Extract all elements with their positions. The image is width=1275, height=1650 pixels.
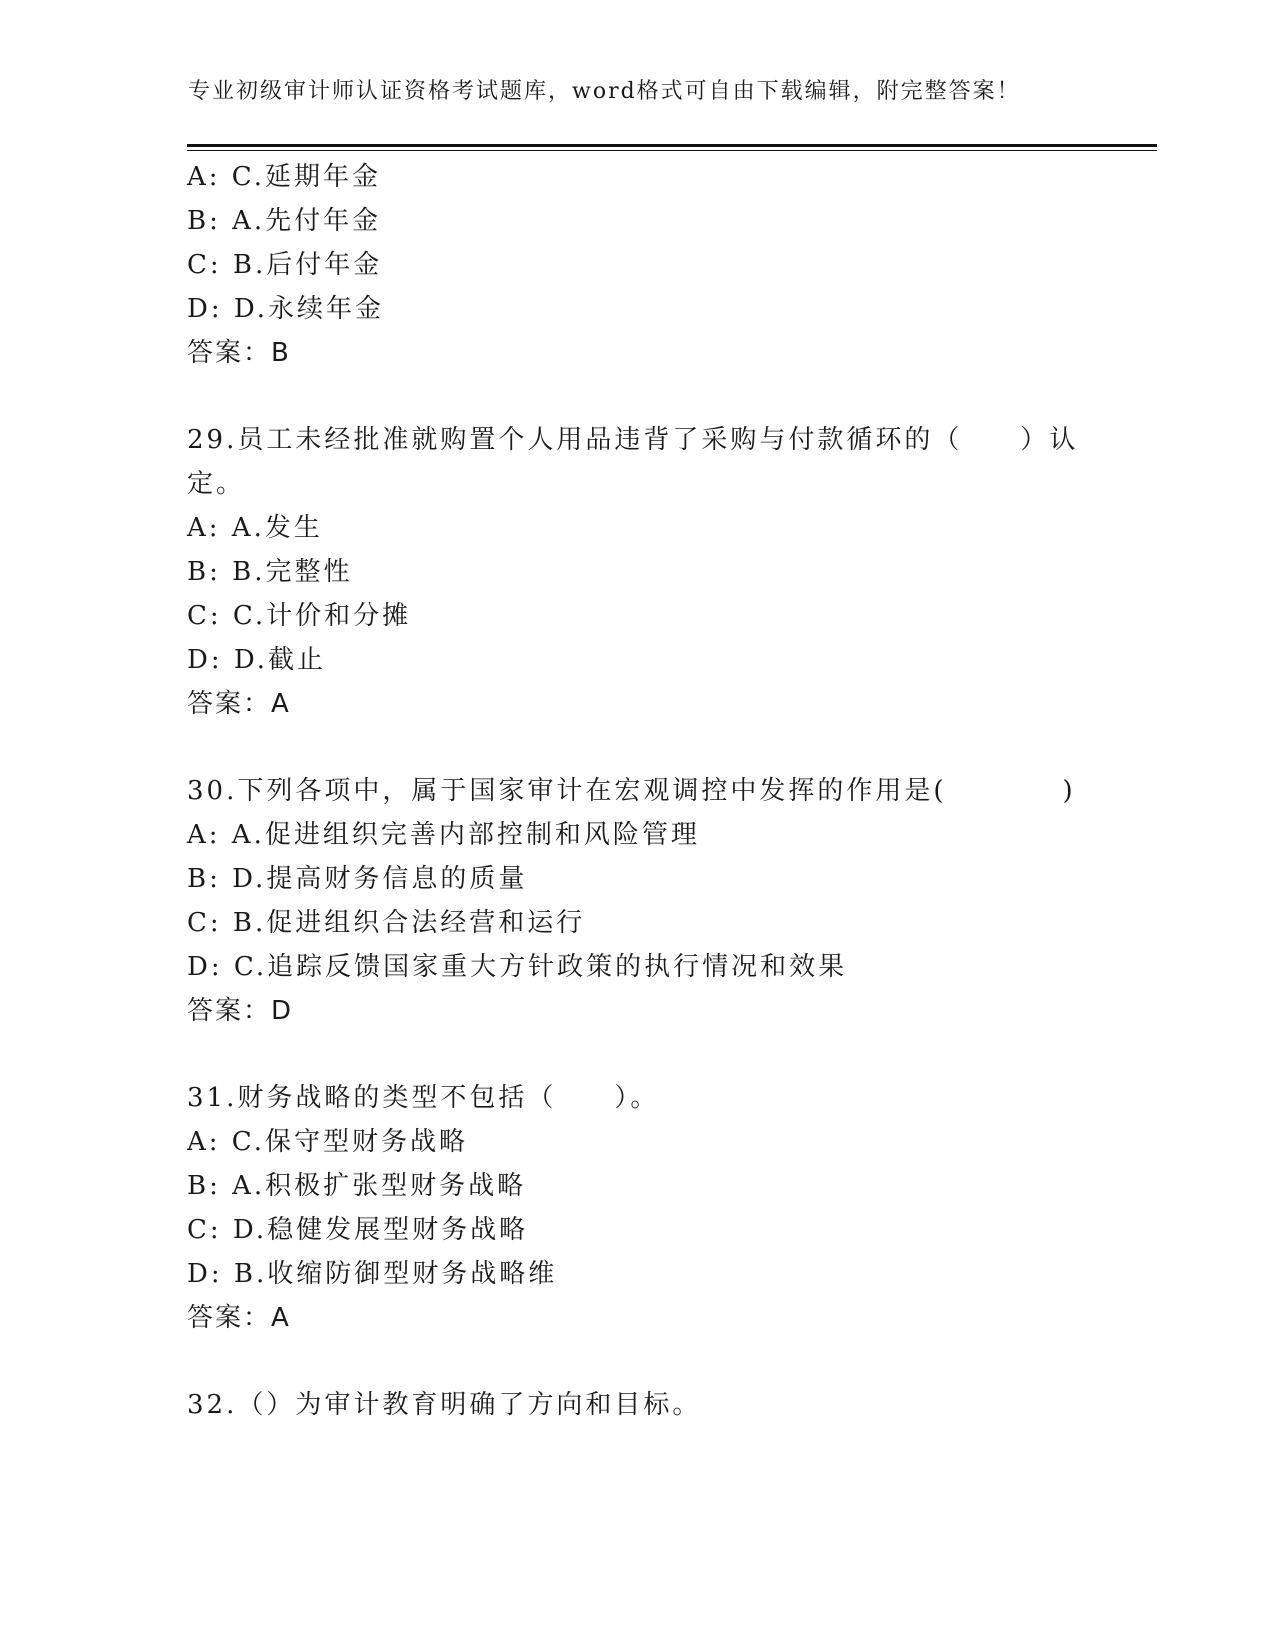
q28-option-c: C: B.后付年金 [187, 250, 383, 280]
q29-option-d: D: D.截止 [187, 645, 327, 675]
q29-stem-line2: 定。 [187, 469, 246, 499]
q32-stem: 32.（）为审计教育明确了方向和目标。 [187, 1390, 702, 1420]
q30-option-c: C: B.促进组织合法经营和运行 [187, 908, 586, 938]
header-rule-thick [187, 144, 1157, 147]
q29-option-c: C: C.计价和分摊 [187, 601, 412, 631]
q31-option-a: A: C.保守型财务战略 [187, 1127, 469, 1157]
q29-answer: 答案：A [187, 689, 291, 719]
q31-option-d: D: B.收缩防御型财务战略维 [187, 1259, 558, 1289]
q30-option-d: D: C.追踪反馈国家重大方针政策的执行情况和效果 [187, 952, 848, 982]
q30-stem: 30.下列各项中，属于国家审计在宏观调控中发挥的作用是( ) [187, 776, 1076, 806]
q31-option-b: B: A.积极扩张型财务战略 [187, 1171, 527, 1201]
q29-option-b: B: B.完整性 [187, 557, 353, 587]
q30-option-b: B: D.提高财务信息的质量 [187, 864, 528, 894]
q31-option-c: C: D.稳健发展型财务战略 [187, 1215, 529, 1245]
q28-option-b: B: A.先付年金 [187, 206, 382, 236]
q29-stem-line1: 29.员工未经批准就购置个人用品违背了采购与付款循环的（ ）认 [187, 425, 1079, 455]
q29-option-a: A: A.发生 [187, 513, 323, 543]
page-header: 专业初级审计师认证资格考试题库，word格式可自由下载编辑，附完整答案！ [188, 79, 1021, 104]
q30-option-a: A: A.促进组织完善内部控制和风险管理 [187, 820, 700, 850]
q28-option-a: A: C.延期年金 [187, 162, 382, 192]
q31-answer: 答案：A [187, 1303, 291, 1333]
q30-answer: 答案：D [187, 996, 294, 1026]
q28-option-d: D: D.永续年金 [187, 294, 385, 324]
q28-answer: 答案：B [187, 338, 291, 368]
header-rule-thin [187, 150, 1157, 151]
q31-stem: 31.财务战略的类型不包括（ ）。 [187, 1083, 660, 1113]
